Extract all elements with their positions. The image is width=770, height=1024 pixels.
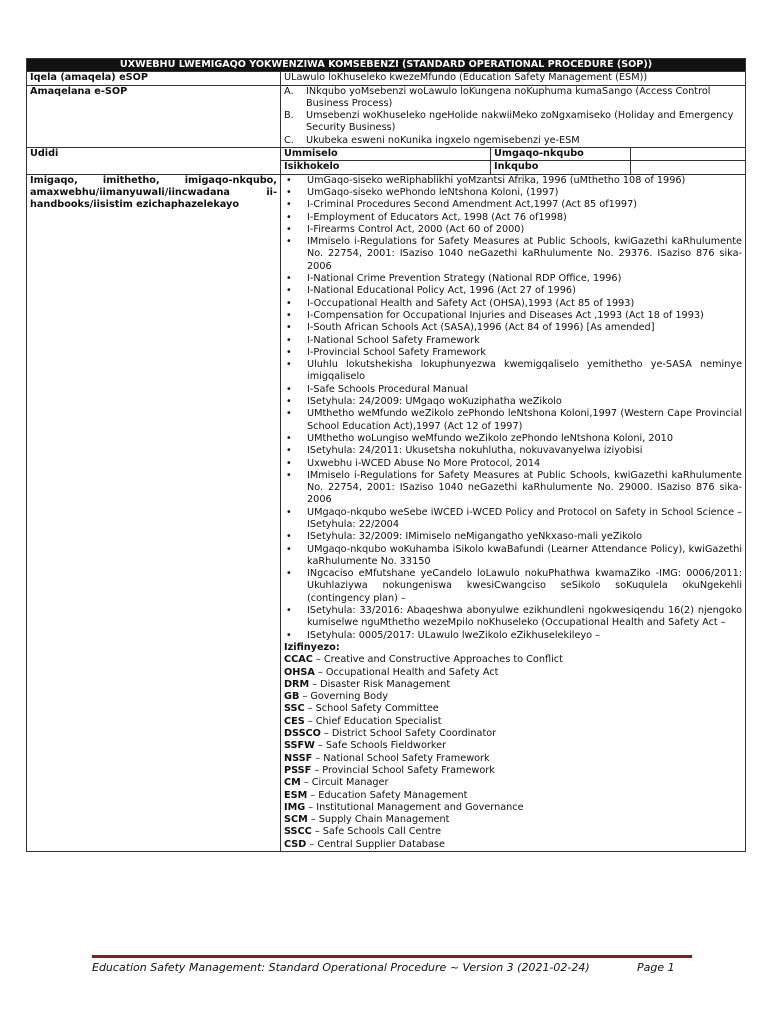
reference-item [284, 224, 742, 236]
abbreviation-meaning: – Chief Education Specialist [307, 715, 442, 727]
reference-item [284, 347, 742, 359]
reference-text: ISetyhula: 24/2009: UMgaqo woKuziphatha weZikolo [307, 396, 562, 408]
sop-subgroup-value [281, 85, 746, 147]
reference-item [284, 384, 742, 396]
abbreviation-item [284, 826, 742, 838]
reference-text: UMthetho woLungiso weMfundo weZikolo zePhondo leNtshona Koloni, 2010 [307, 432, 674, 444]
bullet-icon: • [286, 469, 292, 481]
bullet-icon: • [286, 309, 292, 321]
process-text: Umsebenzi woKhuseleko ngeHolide nakwiiMeko zoNgxamiseko (Holiday and Emergency Security Business) [306, 110, 734, 134]
reference-text: I-Employment of Educators Act, 1998 (Act 76 of1998) [307, 211, 567, 223]
bullet-icon: • [286, 285, 292, 297]
abbreviation-code: CSD [284, 838, 307, 850]
abbreviation-code: OHSA [284, 666, 315, 678]
abbreviation-code: SSFW [284, 740, 315, 752]
abbreviation-meaning: – Education Safety Management [310, 789, 468, 801]
bullet-icon: • [286, 236, 292, 248]
reference-text: ISetyhula: 24/2011: Ukusetsha nokuhlutha, nokuvavanyelwa iziyobisi [307, 445, 643, 457]
reference-item [284, 285, 742, 297]
abbreviation-item [284, 654, 742, 666]
bullet-icon: • [286, 432, 292, 444]
abbreviation-meaning: – Circuit Manager [303, 777, 389, 789]
abbreviation-item [284, 716, 742, 728]
bullet-icon: • [286, 396, 292, 408]
bullet-icon: • [286, 199, 292, 211]
reference-text: I-National Educational Policy Act, 1996 (Act 27 of 1996) [307, 285, 576, 297]
abbreviation-meaning: – Central Supplier Database [309, 838, 445, 850]
bullet-icon: • [286, 383, 292, 395]
sop-group-value: ULawulo loKhuseleko kwezeMfundo (Education Safety Management (ESM)) [281, 72, 746, 85]
references-label: Imigaqo, imithetho, imigaqo-nkqubo, amaxwebhu/iimanyuwali/iincwadana ii-handbooks/iisistim ezichaphazelekayo [27, 174, 281, 851]
abbreviation-item [284, 679, 742, 691]
bullet-icon: • [286, 605, 292, 617]
abbreviation-code: CES [284, 715, 305, 727]
abbreviation-meaning: – Disaster Risk Management [312, 678, 451, 690]
sop-table [26, 58, 746, 852]
reference-item [284, 433, 742, 445]
abbreviation-item [284, 667, 742, 679]
footer-rule [92, 955, 692, 958]
reference-text: I-Firearms Control Act, 2000 (Act 60 of 2000) [307, 223, 525, 235]
abbreviation-code: CM [284, 777, 301, 789]
reference-item [284, 445, 742, 457]
process-text: INkqubo yoMsebenzi woLawulo loKungena noKuphuma kumaSango (Access Control Business Process) [306, 85, 711, 109]
reference-item [284, 544, 742, 569]
reference-text: UmGaqo-siseko wePhondo leNtshona Koloni, (1997) [307, 186, 559, 198]
abbreviation-meaning: – Safe Schools Fieldworker [317, 740, 447, 752]
reference-item [284, 408, 742, 433]
abbreviation-code: ESM [284, 789, 308, 801]
reference-item [284, 175, 742, 187]
reference-item [284, 470, 742, 507]
abbreviation-code: CCAC [284, 654, 313, 666]
abbreviation-code: SCM [284, 814, 308, 826]
reference-text: I-Occupational Health and Safety Act (OHSA),1993 (Act 85 of 1993) [307, 297, 635, 309]
bullet-icon: • [286, 445, 292, 457]
abbreviation-meaning: – District School Safety Coordinator [324, 728, 497, 740]
page-footer [92, 961, 692, 974]
umgaqo-nkqubo-cell: Umgaqo-nkqubo [491, 148, 631, 161]
reference-text: IMmiselo i-Regulations for Safety Measures at Public Schools, kwiGazethi kaRhulumente No. 22754, 2001: ISaziso 1040 neGazethi kaRhulumente No. 29376. ISaziso 876 sika-2006 [307, 236, 743, 272]
sop-document [26, 58, 745, 852]
reference-item [284, 396, 742, 408]
reference-text: I-Compensation for Occupational Injuries and Diseases Act ,1993 (Act 18 of 1993) [307, 309, 704, 321]
reference-item [284, 298, 742, 310]
abbreviation-code: NSSF [284, 752, 313, 764]
reference-text: ISetyhula: 33/2016: Abaqeshwa abonyulwe ezikhundleni ngokwesiqendu 16(2) njengoko kumiselwe nguMthetho wezeMpilo noKhuseleko (Occupational Health and Safety Act – [307, 605, 743, 629]
bullet-icon: • [286, 297, 292, 309]
footer-text: Education Safety Management: Standard Operational Procedure ~ Version 3 (2021-02-24) [92, 961, 590, 974]
abbreviation-code: IMG [284, 801, 306, 813]
reference-text: UMgaqo-nkqubo woKuhamba iSikolo kwaBafundi (Learner Attendance Policy), kwiGazethi kaRhulumente No. 33150 [307, 543, 743, 567]
reference-item [284, 212, 742, 224]
abbreviation-meaning: – Occupational Health and Safety Act [317, 666, 499, 678]
bullet-icon: • [286, 543, 292, 555]
reference-item [284, 531, 742, 543]
reference-text: ISetyhula: 32/2009: IMimiselo neMigangatho yeNkxaso-mali yeZikolo [307, 531, 643, 543]
reference-item [284, 507, 742, 532]
reference-item [284, 199, 742, 211]
reference-text: I-South African Schools Act (SASA),1996 (Act 84 of 1996) [As amended] [307, 322, 655, 334]
bullet-icon: • [286, 211, 292, 223]
empty-cell [631, 161, 746, 174]
reference-item [284, 335, 742, 347]
process-item [284, 135, 742, 147]
references-cell [281, 174, 746, 851]
abbreviation-meaning: – Creative and Constructive Approaches to Conflict [315, 654, 563, 666]
reference-item [284, 187, 742, 199]
abbreviation-code: SSCC [284, 826, 312, 838]
abbreviation-item [284, 814, 742, 826]
abbreviations-list [284, 654, 742, 851]
abbreviation-code: PSSF [284, 764, 312, 776]
reference-text: UMgaqo-nkqubo weSebe iWCED i-WCED Policy and Protocol on Safety in School Science – ISetyhula: 22/2004 [307, 506, 743, 530]
sop-group-label: Iqela (amaqela) eSOP [27, 72, 281, 85]
process-marker: B. [284, 110, 294, 122]
inkqubo-cell: Inkqubo [491, 161, 631, 174]
abbreviation-item [284, 691, 742, 703]
bullet-icon: • [286, 359, 292, 371]
reference-item [284, 310, 742, 322]
reference-text: IMmiselo i-Regulations for Safety Measures at Public Schools, kwiGazethi kaRhulumente No. 22754, 2001: ISaziso 1040 neGazethi kaRhulumente No. 29000. ISaziso 876 sika-2006 [307, 469, 743, 506]
reference-item [284, 605, 742, 630]
abbreviation-code: DSSCO [284, 728, 321, 740]
bullet-icon: • [286, 506, 292, 518]
bullet-icon: • [286, 174, 292, 186]
reference-text: UmGaqo-siseko weRiphablikhi yoMzantsi Afrika, 1996 (uMthetho 108 of 1996) [307, 174, 686, 186]
page-number: Page 1 [637, 961, 675, 974]
abbreviation-meaning: – School Safety Committee [307, 703, 439, 715]
ummiselo-cell: Ummiselo [281, 148, 491, 161]
process-item [284, 86, 742, 111]
process-marker: C. [284, 134, 294, 146]
table-header: UXWEBHU LWEMIGAQO YOKWENZIWA KOMSEBENZI (STANDARD OPERATIONAL PROCEDURE (SOP)) [27, 59, 746, 72]
process-marker: A. [284, 85, 294, 97]
bullet-icon: • [286, 223, 292, 235]
reference-item [284, 568, 742, 605]
reference-item [284, 458, 742, 470]
reference-text: Uxwebhu i-WCED Abuse No More Protocol, 2014 [307, 457, 541, 469]
bullet-icon: • [286, 322, 292, 334]
reference-item [284, 630, 742, 642]
empty-cell [631, 148, 746, 161]
reference-item [284, 273, 742, 285]
sop-subgroup-label: Amaqelana e-SOP [27, 85, 281, 147]
abbreviation-meaning: – Safe Schools Call Centre [314, 826, 442, 838]
abbreviation-item [284, 802, 742, 814]
process-list [284, 86, 742, 147]
bullet-icon: • [286, 346, 292, 358]
process-item [284, 110, 742, 135]
abbreviation-item [284, 790, 742, 802]
bullet-icon: • [286, 408, 292, 420]
abbreviation-meaning: – Governing Body [302, 691, 388, 703]
abbreviation-item [284, 765, 742, 777]
bullet-icon: • [286, 334, 292, 346]
references-list [284, 175, 742, 642]
reference-text: UMthetho weMfundo weZikolo zePhondo leNtshona Koloni,1997 (Western Cape Provincial School Education Act),1997 (Act 12 of 1997) [307, 408, 743, 432]
bullet-icon: • [286, 568, 292, 580]
abbreviation-item [284, 728, 742, 740]
abbreviation-item [284, 740, 742, 752]
reference-item [284, 359, 742, 384]
reference-text: Uluhlu lokutshekisha lokuphunyezwa kwemigqaliselo yemithetho ye-SASA neminye imigqaliselo [307, 359, 743, 383]
bullet-icon: • [286, 457, 292, 469]
abbreviation-item [284, 777, 742, 789]
reference-text: I-Provincial School Safety Framework [307, 346, 486, 358]
abbreviation-item [284, 839, 742, 851]
bullet-icon: • [286, 273, 292, 285]
abbreviation-code: GB [284, 691, 300, 703]
role-label: Udidi [27, 148, 281, 175]
reference-text: I-National Crime Prevention Strategy (National RDP Office, 1996) [307, 273, 622, 285]
reference-item [284, 236, 742, 273]
reference-item [284, 322, 742, 334]
bullet-icon: • [286, 629, 292, 641]
abbreviation-meaning: – Supply Chain Management [310, 814, 450, 826]
abbreviations-title: Izifinyezo: [284, 641, 340, 653]
isikhokelo-cell: Isikhokelo [281, 161, 491, 174]
abbreviation-meaning: – National School Safety Framework [315, 752, 490, 764]
abbreviation-code: DRM [284, 678, 310, 690]
bullet-icon: • [286, 531, 292, 543]
reference-text: I-Criminal Procedures Second Amendment Act,1997 (Act 85 of1997) [307, 199, 638, 211]
abbreviation-meaning: – Provincial School Safety Framework [314, 764, 495, 776]
abbreviation-code: SSC [284, 703, 305, 715]
process-text: Ukubeka esweni noKunika ingxelo ngemisebenzi ye-ESM [306, 134, 580, 146]
reference-text: ISetyhula: 0005/2017: ULawulo lweZikolo eZikhuselekileyo – [307, 629, 601, 641]
bullet-icon: • [286, 186, 292, 198]
abbreviation-meaning: – Institutional Management and Governance [308, 801, 524, 813]
abbreviation-item [284, 703, 742, 715]
reference-text: INgcaciso eMfutshane yeCandelo loLawulo nokuPhathwa kwamaZiko -IMG: 0006/2011: Ukuhlaziywa nokungeniswa kwesiCwangciso seSikolo soKuqulela okuNgekehli (contingency plan) – [307, 568, 743, 604]
abbreviation-item [284, 753, 742, 765]
reference-text: I-National School Safety Framework [307, 334, 480, 346]
reference-text: I-Safe Schools Procedural Manual [307, 383, 469, 395]
